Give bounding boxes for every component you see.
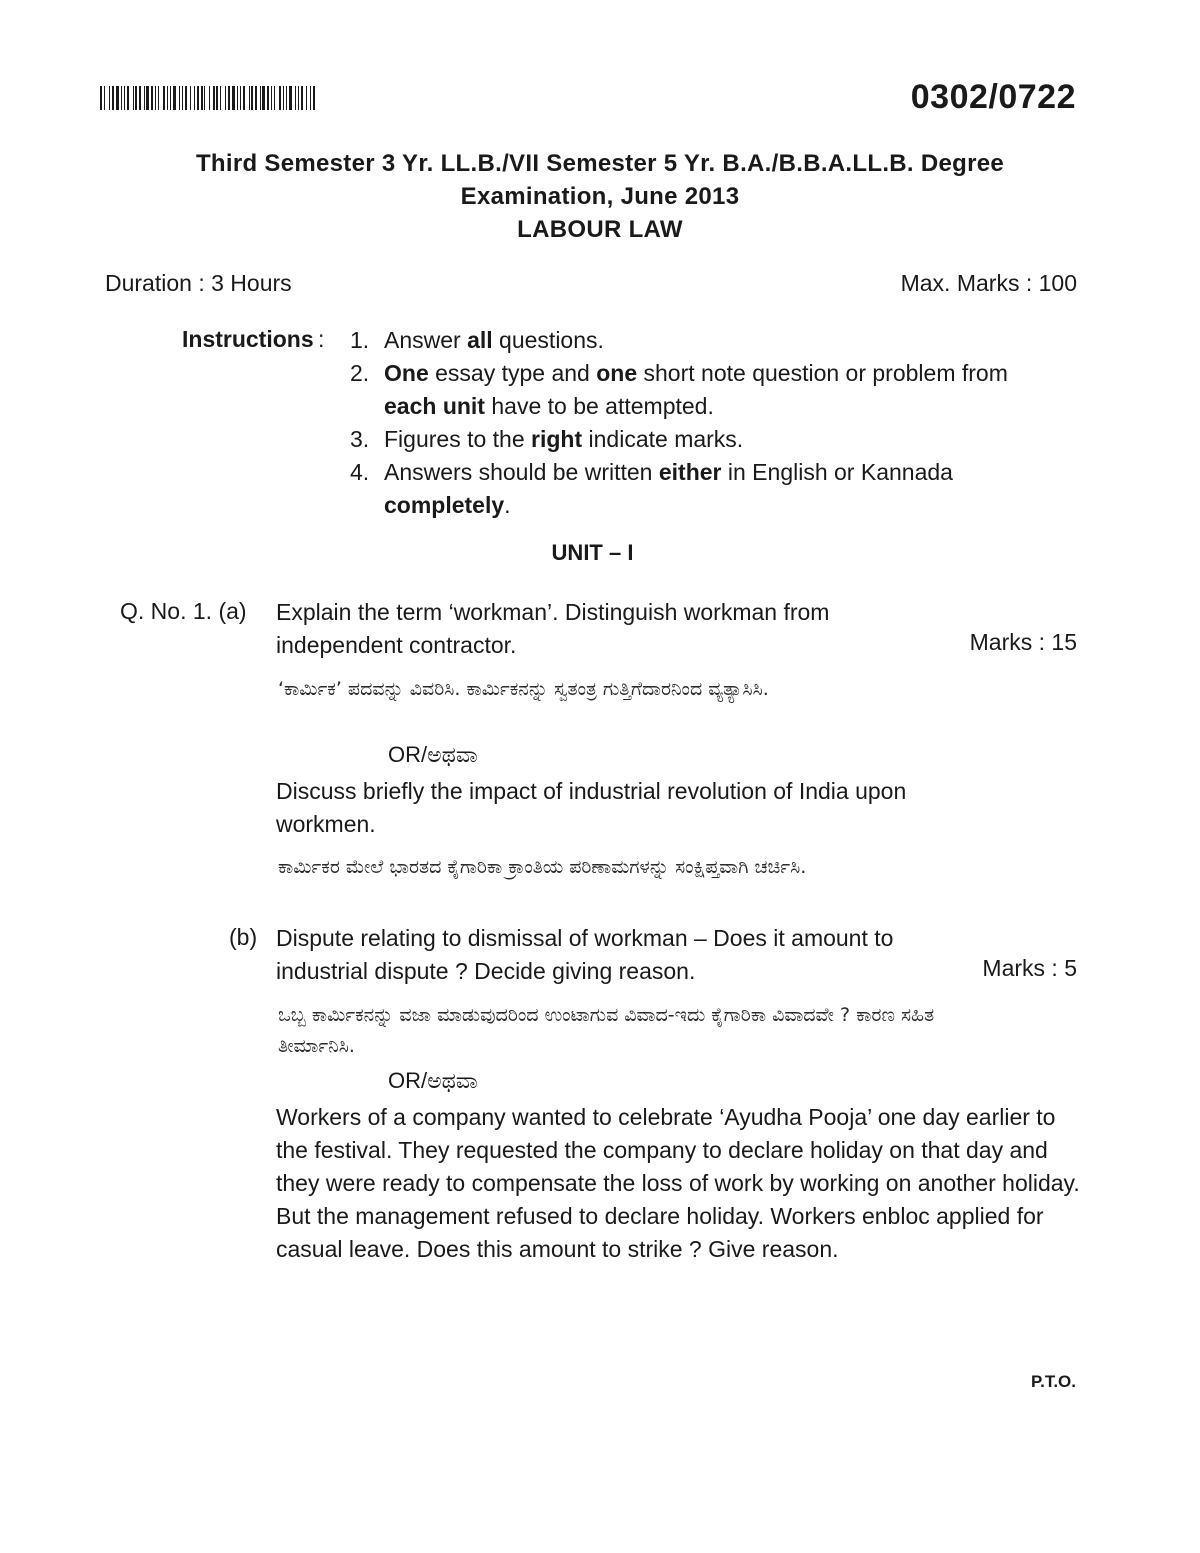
instruction-number: 1.	[350, 327, 370, 353]
subquestion-label-b: (b)	[229, 924, 258, 950]
paper-code: 0302/0722	[910, 78, 1076, 116]
instruction-text: Answer	[384, 327, 468, 353]
exam-title-line1: Third Semester 3 Yr. LL.B./VII Semester 5 Yr. B.A./B.B.A.LL.B. Degree	[195, 150, 1005, 177]
instruction-number: 4.	[350, 459, 370, 485]
instruction-emphasis: either	[658, 459, 722, 485]
question-1b-english: Dispute relating to dismissal of workman – Does it amount to industrial dispute ? Decide giving reason.	[276, 925, 894, 984]
instruction-text: in English or Kannada	[721, 459, 953, 485]
instruction-item-4	[350, 456, 1040, 522]
instruction-text: short note question or problem from	[637, 360, 1008, 386]
instruction-emphasis: each unit	[384, 393, 485, 419]
instruction-emphasis: all	[467, 327, 493, 353]
instruction-text: have to be attempted.	[484, 393, 714, 419]
instruction-item-2	[350, 357, 1040, 423]
instruction-text: Answers should be written	[384, 459, 659, 485]
subject-title: LABOUR LAW	[517, 216, 683, 243]
instructions-colon: :	[318, 326, 325, 352]
instruction-item-3	[350, 423, 1050, 456]
question-1a-kannada: ‘ಕಾರ್ಮಿಕ’ ಪದವನ್ನು ವಿವರಿಸಿ. ಕಾರ್ಮಿಕನನ್ನು ಸ್ವತಂತ್ರ ಗುತ್ತಿಗೆದಾರನಿಂದ ವ್ಯತ್ಯಾಸಿಸಿ.	[278, 678, 769, 700]
instruction-text: Figures to the	[384, 426, 532, 452]
duration: Duration : 3 Hours	[105, 270, 292, 296]
instruction-emphasis: One	[384, 360, 429, 386]
barcode	[100, 86, 315, 110]
exam-title-line2: Examination, June 2013	[460, 183, 740, 210]
question-1b-kannada: ಒಬ್ಬ ಕಾರ್ಮಿಕನನ್ನು ವಜಾ ಮಾಡುವುದರಿಂದ ಉಂಟಾಗುವ ವಿವಾದ-ಇದು ಕೈಗಾರಿಕಾ ವಿವಾದವೇ ? ಕಾರಣ ಸಹಿತ ತೀರ್ಮಾನಿಸಿ.	[278, 1004, 935, 1057]
instruction-number: 3.	[350, 426, 370, 452]
instruction-text: questions.	[492, 327, 604, 353]
instruction-emphasis: one	[596, 360, 638, 386]
subquestion-label-a: (a)	[218, 598, 247, 624]
unit-heading: UNIT – I	[551, 540, 634, 565]
or-separator: OR/ಅಥವಾ	[388, 742, 478, 767]
instructions-label: Instructions	[182, 326, 314, 352]
instruction-text: essay type and	[428, 360, 597, 386]
question-1a-alt-english: Discuss briefly the impact of industrial revolution of India upon workmen.	[276, 778, 907, 837]
marks-1a: Marks : 15	[969, 629, 1077, 655]
instruction-text: indicate marks.	[582, 426, 744, 452]
question-number-text: Q. No. 1.	[120, 598, 213, 624]
question-1b-alt-english: Workers of a company wanted to celebrate ‘Ayudha Pooja’ one day earlier to the festival. They requested the company to declare holiday on that day and they were ready to compensate the loss of work by working on another holiday. But the management refused to declare holiday. Workers enbloc applied for casual leave. Does this amount to strike ? Give reason.	[276, 1104, 1080, 1262]
instruction-text: .	[504, 492, 511, 518]
instruction-emphasis: right	[531, 426, 583, 452]
instruction-emphasis: completely	[384, 492, 505, 518]
marks-1b: Marks : 5	[982, 955, 1077, 981]
question-number	[120, 598, 247, 625]
or-separator: OR/ಅಥವಾ	[388, 1068, 478, 1093]
question-1a-english: Explain the term ‘workman’. Distinguish workman from independent contractor.	[276, 599, 830, 658]
instruction-item-1	[350, 324, 1050, 357]
question-1a-alt-kannada: ಕಾರ್ಮಿಕರ ಮೇಲೆ ಭಾರತದ ಕೈಗಾರಿಕಾ ಕ್ರಾಂತಿಯ ಪರಿಣಾಮಗಳನ್ನು ಸಂಕ್ಷಿಪ್ತವಾಗಿ ಚರ್ಚಿಸಿ.	[278, 856, 807, 878]
pto-note: P.T.O.	[1030, 1372, 1076, 1391]
instruction-number: 2.	[350, 360, 370, 386]
max-marks: Max. Marks : 100	[900, 270, 1077, 296]
